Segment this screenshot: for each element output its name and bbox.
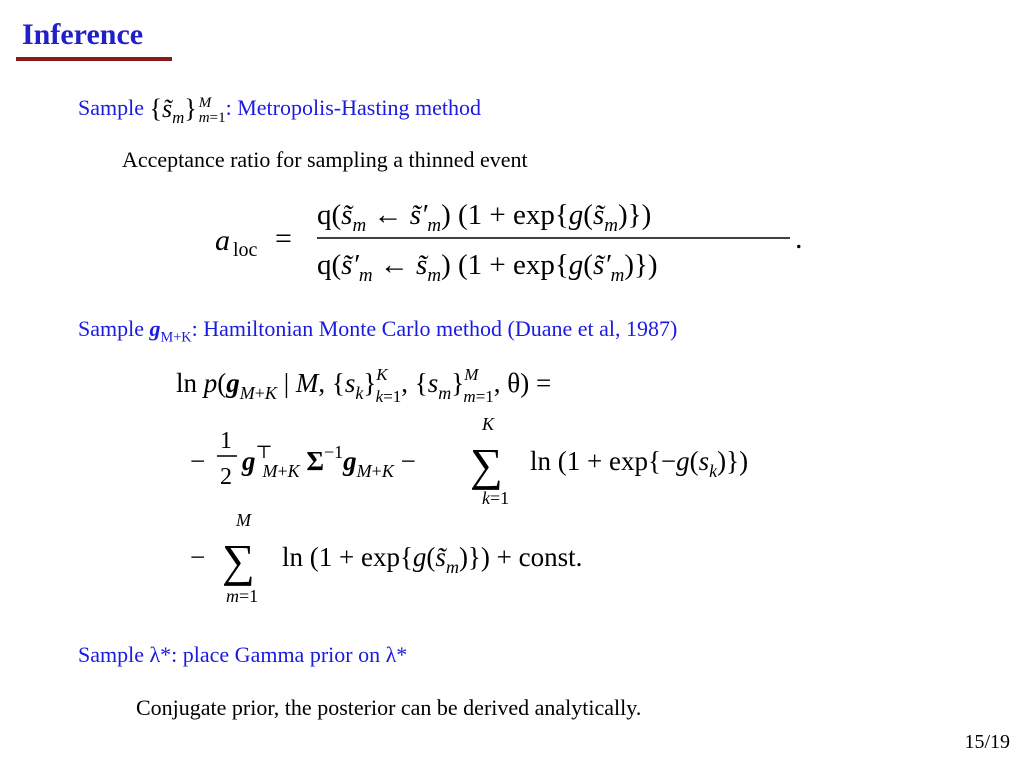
svg-text:M: M	[236, 510, 251, 530]
title-underline	[16, 57, 172, 61]
acceptance-ratio-equation	[205, 192, 825, 292]
section2-prefix: Sample	[78, 316, 150, 341]
svg-text:∑: ∑	[222, 535, 255, 586]
svg-text:1: 1	[220, 428, 232, 454]
svg-text:.: .	[795, 222, 803, 255]
svg-text:k=1: k=1	[482, 488, 510, 508]
sample-set-formula: $\{s̃_m\}$ M m=1	[149, 94, 226, 128]
section2-suffix: : Hamiltonian Monte Carlo method (Duane et al, 1987)	[191, 316, 678, 341]
svg-text:ln (1 + exp{−g(sk)}): $\ln (1 + \exp\{-g(s_k)\})$	[530, 446, 749, 481]
svg-text:a: a	[215, 224, 230, 257]
svg-text:2: 2	[220, 464, 232, 490]
section1-suffix: : Metropolis-Hasting method	[225, 95, 482, 120]
page-number: 15/19	[964, 731, 1010, 753]
section1-heading	[78, 92, 481, 126]
section2-var: g	[149, 316, 161, 341]
svg-text:∑: ∑	[470, 439, 503, 490]
svg-text:=: =	[275, 222, 292, 255]
svg-text:−: −	[190, 446, 206, 476]
svg-text:m=1: m=1	[226, 586, 259, 606]
log-posterior-equation	[170, 360, 830, 610]
slide-title: Inference	[22, 18, 144, 51]
section1-prefix: Sample	[78, 95, 150, 120]
section3-heading: Sample λ*: place Gamma prior on λ*	[78, 642, 408, 667]
svg-text:q(s̃′m ← s̃m) (1 + exp{g(s̃′m): $q(s̃'_m$ ← $s̃_m$) $(1 + \exp\{g(s̃'_m)\})$	[317, 249, 658, 286]
svg-text:loc: loc	[233, 239, 258, 261]
svg-text:q(s̃m ← s̃′m) (1 + exp{g(s̃m)}: $q(s̃_m$ ← $s̃'_m$) $(1 + \exp\{g(s̃_m)\})$	[317, 199, 652, 236]
svg-text:ln p(gM+K | M, {sk}Kk=1, {sm}M: $\ln p(g_M+K$ | M, $\{s_k\}^K$ k=1, $\{s_m\}^M$ m=1, θ) =	[176, 365, 552, 406]
section1-body: Acceptance ratio for sampling a thinned event	[122, 147, 528, 172]
section2-sub: M+K	[160, 329, 192, 346]
section3-body: Conjugate prior, the posterior can be derived analytically.	[136, 695, 642, 720]
svg-text:K: K	[482, 414, 495, 434]
svg-text:g⊤M+K Σ−1gM+K −: g⊤ M+K $\Sigma^{-1}g_M+K$ −	[242, 442, 416, 481]
svg-text:−: −	[190, 542, 206, 572]
section2-heading	[78, 316, 677, 346]
svg-text:ln (1 + exp{g(s̃m)}) + const.: $\ln (1 + \exp\{g(s̃_m)\})$ + const.	[282, 542, 583, 577]
